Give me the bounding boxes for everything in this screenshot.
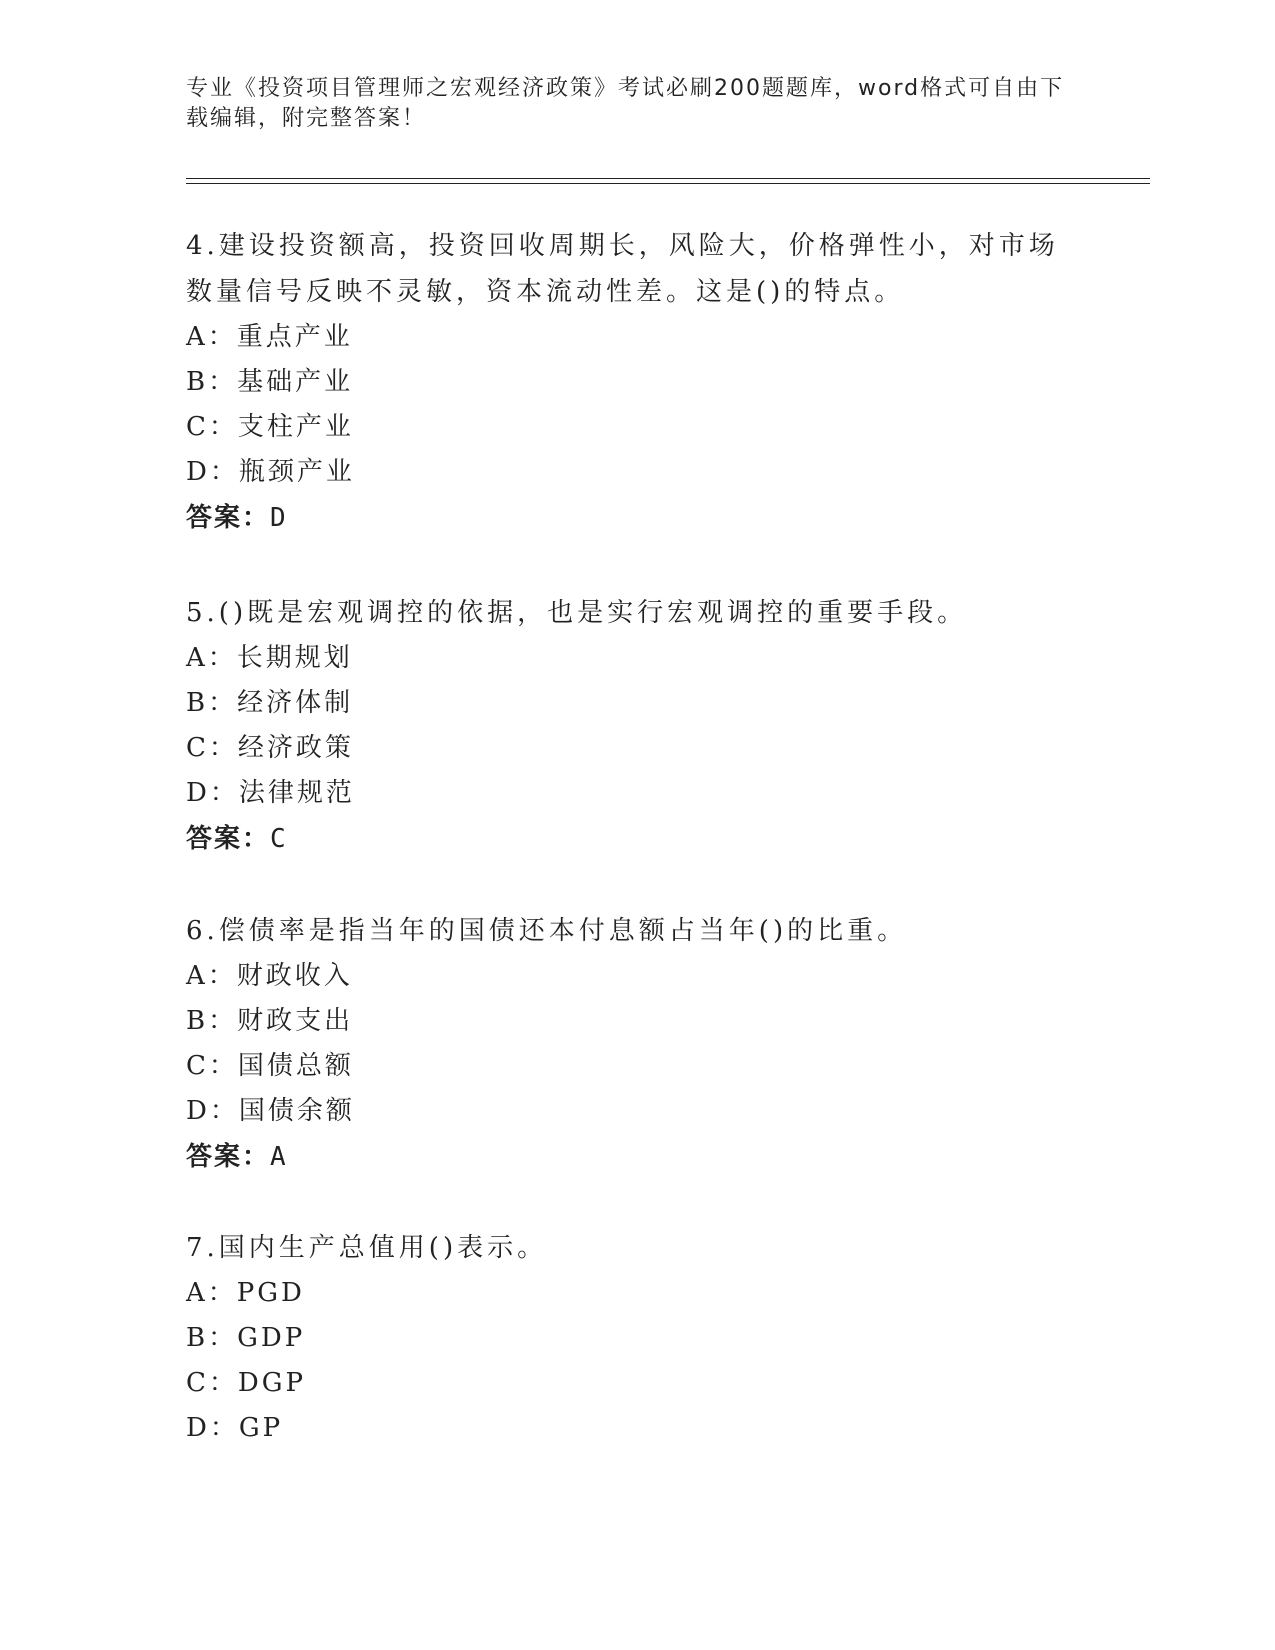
option-c: C：DGP	[186, 1368, 307, 1398]
question-stem: 4.建设投资额高，投资回收周期长，风险大，价格弹性小，对市场数量信号反映不灵敏，资本流动性差。这是()的特点。	[186, 231, 1059, 307]
question-5	[186, 590, 1086, 862]
answer	[186, 816, 1086, 862]
question-stem: 5.()既是宏观调控的依据，也是实行宏观调控的重要手段。	[186, 598, 968, 628]
answer-label: 答案：	[186, 1142, 271, 1172]
answer	[186, 1134, 1086, 1180]
option-d: D：GP	[186, 1413, 284, 1443]
option-d: D：国债余额	[186, 1096, 355, 1126]
question-7	[186, 1225, 1086, 1451]
question-stem: 6.偿债率是指当年的国债还本付息额占当年()的比重。	[186, 916, 908, 946]
answer-value: A	[270, 1142, 288, 1172]
option-d: D：瓶颈产业	[186, 457, 355, 487]
question-4	[186, 223, 1086, 541]
question-stem: 7.国内生产总值用()表示。	[186, 1233, 548, 1263]
option-b: B：财政支出	[186, 1006, 354, 1036]
header-divider-top	[186, 178, 1150, 179]
option-d: D：法律规范	[186, 778, 355, 808]
option-b: B：GDP	[186, 1323, 306, 1353]
document-header	[186, 74, 1066, 134]
option-c: C：国债总额	[186, 1051, 354, 1081]
option-b: B：基础产业	[186, 367, 354, 397]
answer-value: C	[270, 824, 288, 854]
answer-label: 答案：	[186, 824, 271, 854]
option-b: B：经济体制	[186, 688, 354, 718]
answer-value: D	[270, 503, 288, 533]
option-a: A：财政收入	[186, 961, 353, 991]
option-c: C：经济政策	[186, 733, 354, 763]
option-a: A：长期规划	[186, 643, 353, 673]
option-a: A：PGD	[186, 1278, 305, 1308]
answer	[186, 495, 1086, 541]
answer-label: 答案：	[186, 503, 271, 533]
header-text: 专业《投资项目管理师之宏观经济政策》考试必刷200题题库，word格式可自由下载编辑，附完整答案！	[186, 76, 1065, 131]
option-a: A：重点产业	[186, 322, 353, 352]
question-6	[186, 908, 1086, 1180]
option-c: C：支柱产业	[186, 412, 354, 442]
header-divider-bottom	[186, 183, 1150, 184]
